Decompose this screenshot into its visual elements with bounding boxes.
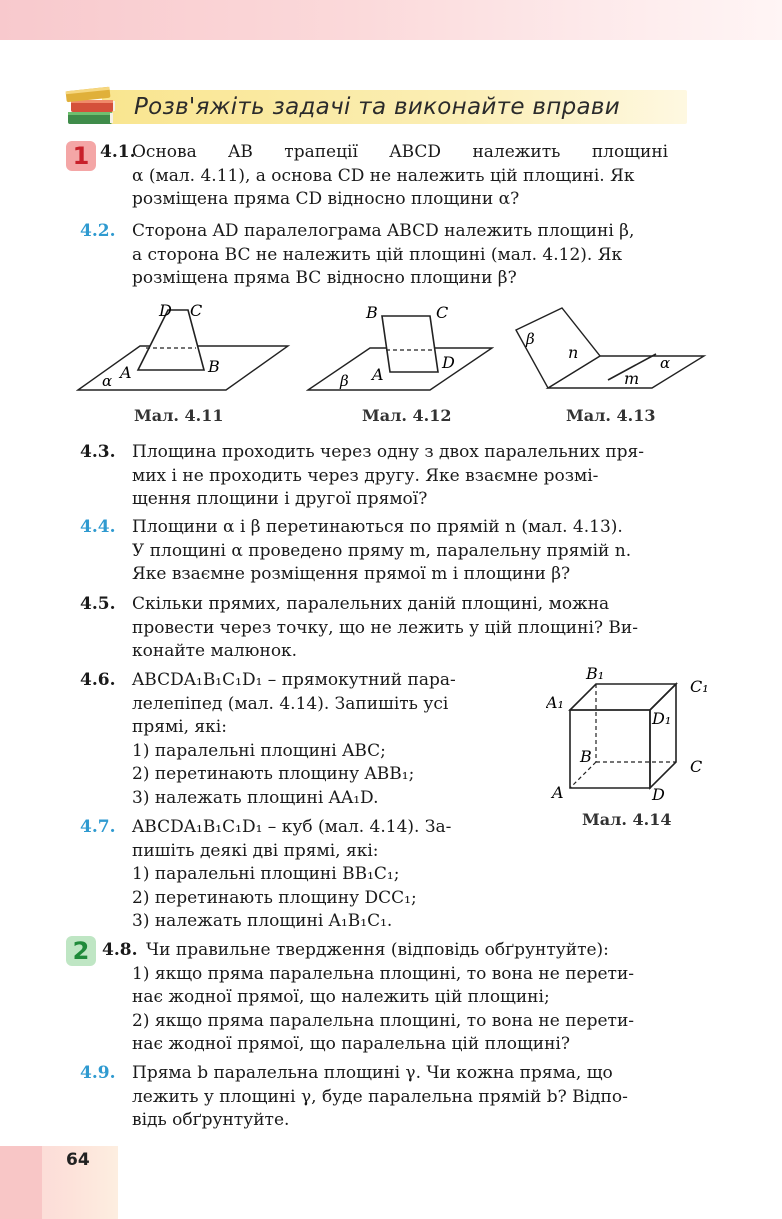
exercise-text: Площини α і β перетинаються по прямій n (мал. 4.13). У площині α проведено пряму m, паралельну прямій n. Яке взаємне розміщення прямої m і площини β?: [132, 517, 632, 584]
exercise-text: Основа AB трапеції ABCD належить площині α (мал. 4.11), а основа CD не належить цій площині. Як розміщена пряма CD відносно площини α?: [132, 142, 669, 209]
level-1-badge: 1: [66, 141, 96, 171]
figure-4-12: [306, 296, 494, 396]
label-m: m: [624, 369, 640, 388]
figure-4-11: [76, 296, 292, 396]
figure-4-14: [546, 664, 716, 804]
section-header: [62, 80, 690, 132]
header-title: Розв'яжіть задачі та виконайте вправи: [134, 94, 620, 120]
caption-4-12: Мал. 4.12: [362, 406, 452, 425]
label-C: C: [190, 301, 203, 320]
exercise-number: 4.6.: [80, 670, 116, 690]
label-C: C: [436, 303, 449, 322]
label-B: B: [208, 357, 220, 376]
exercise-text: ABCDA₁B₁C₁D₁ – куб (мал. 4.14). За- пишіть деякі дві прямі, які: 1) паралельні площині BB₁C₁; 2) перетинають площину DCC₁; 3) належать площині A₁B₁C₁.: [132, 817, 452, 931]
label-B: B: [366, 303, 378, 322]
exercise-number: 4.9.: [80, 1063, 116, 1083]
label-C: C: [690, 757, 703, 776]
exercise-text: Чи правильне твердження (відповідь обґрунтуйте): 1) якщо пряма паралельна площині, то вона не перети- нає жодної прямої, що належить цій площині; 2) якщо пряма паралельна площині, то вона не перети- нає жодної прямої, що паралельна цій площині?: [132, 940, 635, 1054]
label-beta: β: [340, 372, 349, 390]
exercise-number: 4.7.: [80, 817, 116, 837]
figure-4-13: [512, 296, 708, 396]
label-A: A: [552, 783, 564, 802]
label-D: D: [159, 301, 172, 320]
exercise-text: Пряма b паралельна площині γ. Чи кожна пряма, що лежить у площині γ, буде паралельна прямій b? Відпо- відь обґрунтуйте.: [132, 1063, 628, 1130]
exercise-text: Скільки прямих, паралельних даній площині, можна провести через точку, що не лежить у цій площині? Ви- конайте малюнок.: [132, 594, 638, 661]
label-D1: D₁: [652, 709, 672, 728]
page-number: 64: [66, 1150, 90, 1170]
caption-4-14: Мал. 4.14: [582, 810, 672, 829]
books-icon: [62, 80, 122, 132]
exercise-number: 4.5.: [80, 594, 116, 614]
level-2-badge: 2: [66, 936, 96, 966]
exercise-number: 4.3.: [80, 442, 116, 462]
exercise-text: ABCDA₁B₁C₁D₁ – прямокутний пара- лелепіпед (мал. 4.14). Запишіть усі прямі, які: 1) паралельні площині ABC; 2) перетинають площину ABB₁; 3) належать площині AA₁D.: [132, 670, 456, 808]
label-D: D: [652, 785, 665, 804]
caption-4-13: Мал. 4.13: [566, 406, 656, 425]
label-B: B: [580, 747, 592, 766]
exercise-text: Площина проходить через одну з двох паралельних пря- мих і не проходить через другу. Яке взаємне розмі- щення площини і другої прямої?: [132, 442, 645, 509]
exercise-number: 4.4.: [80, 517, 116, 537]
label-A: A: [120, 363, 132, 382]
label-B1: B₁: [586, 664, 605, 683]
label-beta: β: [526, 330, 535, 348]
label-alpha: α: [660, 354, 671, 372]
page-number-strip: [0, 1146, 42, 1219]
caption-4-11: Мал. 4.11: [134, 406, 224, 425]
label-A1: A₁: [546, 693, 564, 712]
label-D: D: [442, 353, 455, 372]
exercise-text: Сторона AD паралелограма ABCD належить площині β, а сторона BC не належить цій площині (мал. 4.12). Як розміщена пряма BC відносно площини β?: [132, 221, 635, 288]
exercise-number: 4.2.: [80, 221, 116, 241]
label-A: A: [372, 365, 384, 384]
label-n: n: [568, 343, 579, 362]
label-C1: C₁: [690, 677, 709, 696]
exercise-number: 4.1.: [100, 142, 136, 162]
exercise-number: 4.8.: [102, 940, 138, 960]
label-alpha: α: [102, 372, 113, 390]
top-decor-band: [0, 0, 782, 40]
